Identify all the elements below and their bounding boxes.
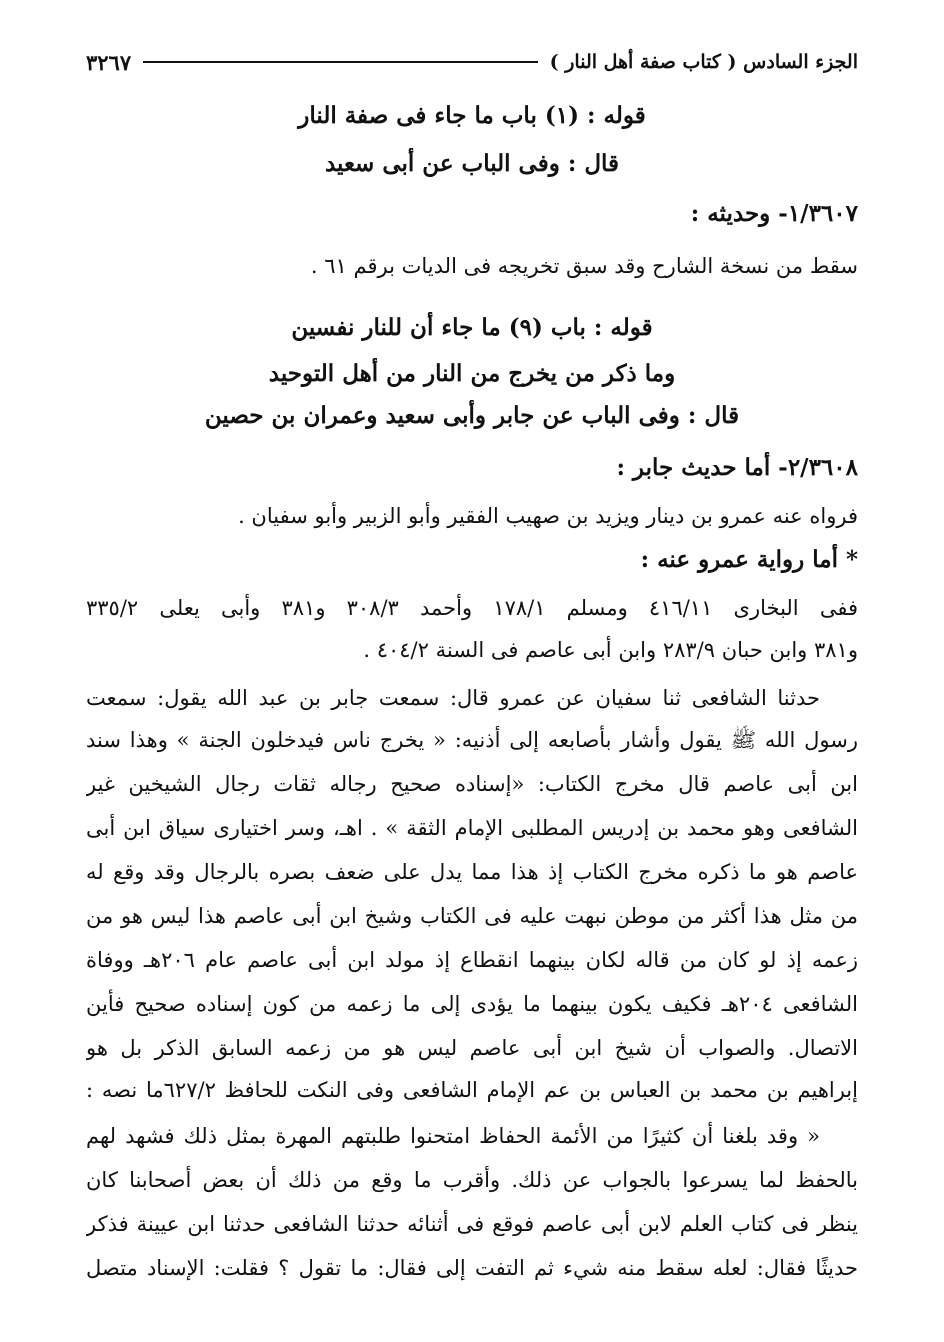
text-line: حديثًا فقال: لعله سقط منه شيء ثم التفت إلى فقال: ما تقول ؟ فقلت: الإسناد متصل: [86, 1256, 858, 1280]
text-line: إبراهيم بن محمد بن العباس بن عم الإمام الشافعى وفى النكت للحافظ ٦٢٧/٢ما نصه :: [86, 1078, 858, 1102]
text-line: الاتصال. والصواب أن شيخ ابن أبى عاصم ليس هو من زعمه السابق الذكر بل هو: [86, 1036, 858, 1060]
text-line: رسول الله ﷺ يقول وأشار بأصابعه إلى أذنيه: « يخرج ناس فيدخلون الجنة » وهذا سند: [86, 728, 858, 752]
text-line: من مثل هذا أكثر من موطن نبهت عليه فى الكتاب وشيخ ابن أبى عاصم هذا ليس هو من: [86, 904, 858, 928]
text-line: ابن أبى عاصم قال مخرج الكتاب: «إسناده صحيح رجاله ثقات رجال الشيخين غير: [86, 772, 858, 796]
header-rule: [143, 61, 538, 63]
text-line: الشافعى وهو محمد بن إدريس المطلبى الإمام الثقة » . اهـ، وسر اختيارى سياق ابن أبى: [86, 816, 858, 840]
text-line: ينظر فى كتاب العلم لابن أبى عاصم فوقع فى أثنائه حدثنا الشافعى حدثنا ابن عيينة فذكر: [86, 1212, 858, 1236]
hadith-number: ١/٣٦٠٧- وحديثه :: [690, 200, 858, 227]
running-header: [86, 44, 858, 80]
text-line: عاصم هو ما ذكره مخرج الكتاب إذ هذا مما يدل على ضعف بصره بالرجال وقد وقع له: [86, 860, 858, 884]
text-line: بالحفظ لما يسرعوا بالجواب عن ذلك. وأقرب ما وقع من ذلك أن بعض أصحابنا كان: [86, 1168, 858, 1192]
header-title: الجزء السادس ( كتاب صفة أهل النار ): [549, 51, 858, 73]
text-line: الشافعى ٢٠٤هـ فكيف يكون بينهما ما يؤدى إلى ما زعمه من كون إسناده صحيح فأين: [86, 992, 858, 1016]
subsection-heading: * أما رواية عمرو عنه :: [640, 546, 858, 573]
text-line: حدثنا الشافعى ثنا سفيان عن عمرو قال: سمعت جابر بن عبد الله يقول: سمعت: [86, 686, 820, 710]
text-line: « وقد بلغنا أن كثيرًا من الأئمة الحفاظ امتحنوا طلبتهم المهرة بمثل ذلك فشهد لهم: [86, 1124, 820, 1148]
text-line: و٣٨١ وابن حبان ٢٨٣/٩ وابن أبى عاصم فى السنة ٤٠٤/٢ .: [363, 638, 858, 662]
text-line: فرواه عنه عمرو بن دينار ويزيد بن صهيب الفقير وأبو الزبير وأبو سفيان .: [238, 504, 858, 528]
chapter-subheading: وما ذكر من يخرج من النار من أهل التوحيد: [268, 360, 676, 387]
chapter-subheading: قال : وفى الباب عن أبى سعيد: [324, 150, 620, 177]
text-line: زعمه إذ لو كان من قاله لكان بينهما انقطاع إذ مولد ابن أبى عاصم عام ٢٠٦هـ ووفاة: [86, 948, 858, 972]
page-number: ٣٢٦٧: [86, 49, 132, 75]
hadith-number: ٢/٣٦٠٨- أما حديث جابر :: [616, 454, 858, 481]
chapter-subheading: قال : وفى الباب عن جابر وأبى سعيد وعمران بن حصين: [204, 402, 740, 429]
chapter-heading: قوله : (١) باب ما جاء فى صفة النار: [298, 102, 646, 129]
chapter-heading: قوله : باب (٩) ما جاء أن للنار نفسين: [291, 314, 653, 341]
text-line: سقط من نسخة الشارح وقد سبق تخريجه فى الديات برقم ٦١ .: [310, 254, 858, 278]
text-line: ففى البخارى ٤١٦/١١ ومسلم ١٧٨/١ وأحمد ٣٠٨/٣ و٣٨١ وأبى يعلى ٣٣٥/٢: [86, 596, 858, 620]
